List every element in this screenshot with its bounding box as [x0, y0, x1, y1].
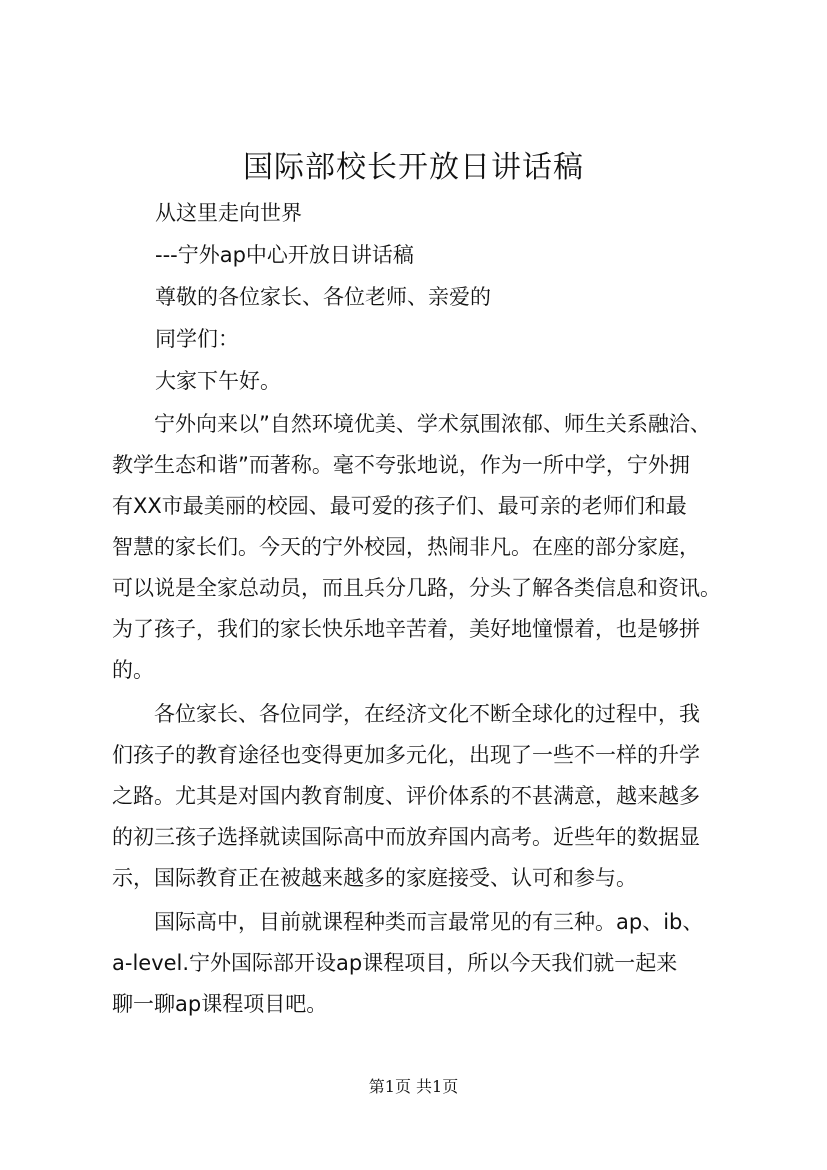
subtitle-line: 从这里走向世界	[155, 201, 302, 225]
body-paragraph	[112, 404, 732, 691]
greeting-line: 尊敬的各位家长、各位老师、亲爱的	[155, 285, 491, 309]
paragraph-line: 示，国际教育正在被越来越多的家庭接受、认可和参与。	[112, 866, 637, 890]
paragraph-line: 之路。尤其是对国内教育制度、评价体系的不甚满意，越来越多	[112, 784, 700, 808]
greeting-line: 同学们：	[155, 327, 239, 351]
paragraph-line: 的初三孩子选择就读国际高中而放弃国内高考。近些年的数据显	[112, 825, 700, 849]
subtitle-line: ---宁外ap中心开放日讲话稿	[155, 243, 414, 267]
paragraph-line: 们孩子的教育途径也变得更加多元化，出现了一些不一样的升学	[112, 743, 700, 767]
paragraph-line: 为了孩子，我们的家长快乐地辛苦着，美好地憧憬着，也是够拼	[112, 617, 700, 641]
document-title: 国际部校长开放日讲话稿	[243, 150, 584, 185]
paragraph-line: 国际高中，目前就课程种类而言最常见的有三种。ap、ib、	[112, 910, 704, 934]
paragraph-line: 可以说是全家总动员，而且兵分几路，分头了解各类信息和资讯。	[112, 576, 721, 600]
body-paragraph	[112, 694, 732, 899]
paragraph-line: 智慧的家长们。今天的宁外校园，热闹非凡。在座的部分家庭，	[112, 535, 700, 559]
paragraph-line: 各位家长、各位同学，在经济文化不断全球化的过程中，我	[112, 702, 700, 726]
page-footer: 第1页 共1页	[368, 1077, 459, 1096]
paragraph-line: 聊一聊ap课程项目吧。	[112, 992, 328, 1016]
paragraph-line: a-level.宁外国际部开设ap课程项目，所以今天我们就一起来	[112, 951, 678, 975]
paragraph-line: 宁外向来以”自然环境优美、学术氛围浓郁、师生关系融洽、	[112, 412, 711, 436]
body-paragraph	[112, 902, 732, 1025]
paragraph-line: 有XX市最美丽的校园、最可爱的孩子们、最可亲的老师们和最	[112, 494, 687, 518]
greeting-line: 大家下午好。	[155, 369, 281, 393]
paragraph-line: 的。	[112, 658, 154, 682]
paragraph-line: 教学生态和谐”而著称。毫不夸张地说，作为一所中学，宁外拥	[112, 453, 690, 477]
